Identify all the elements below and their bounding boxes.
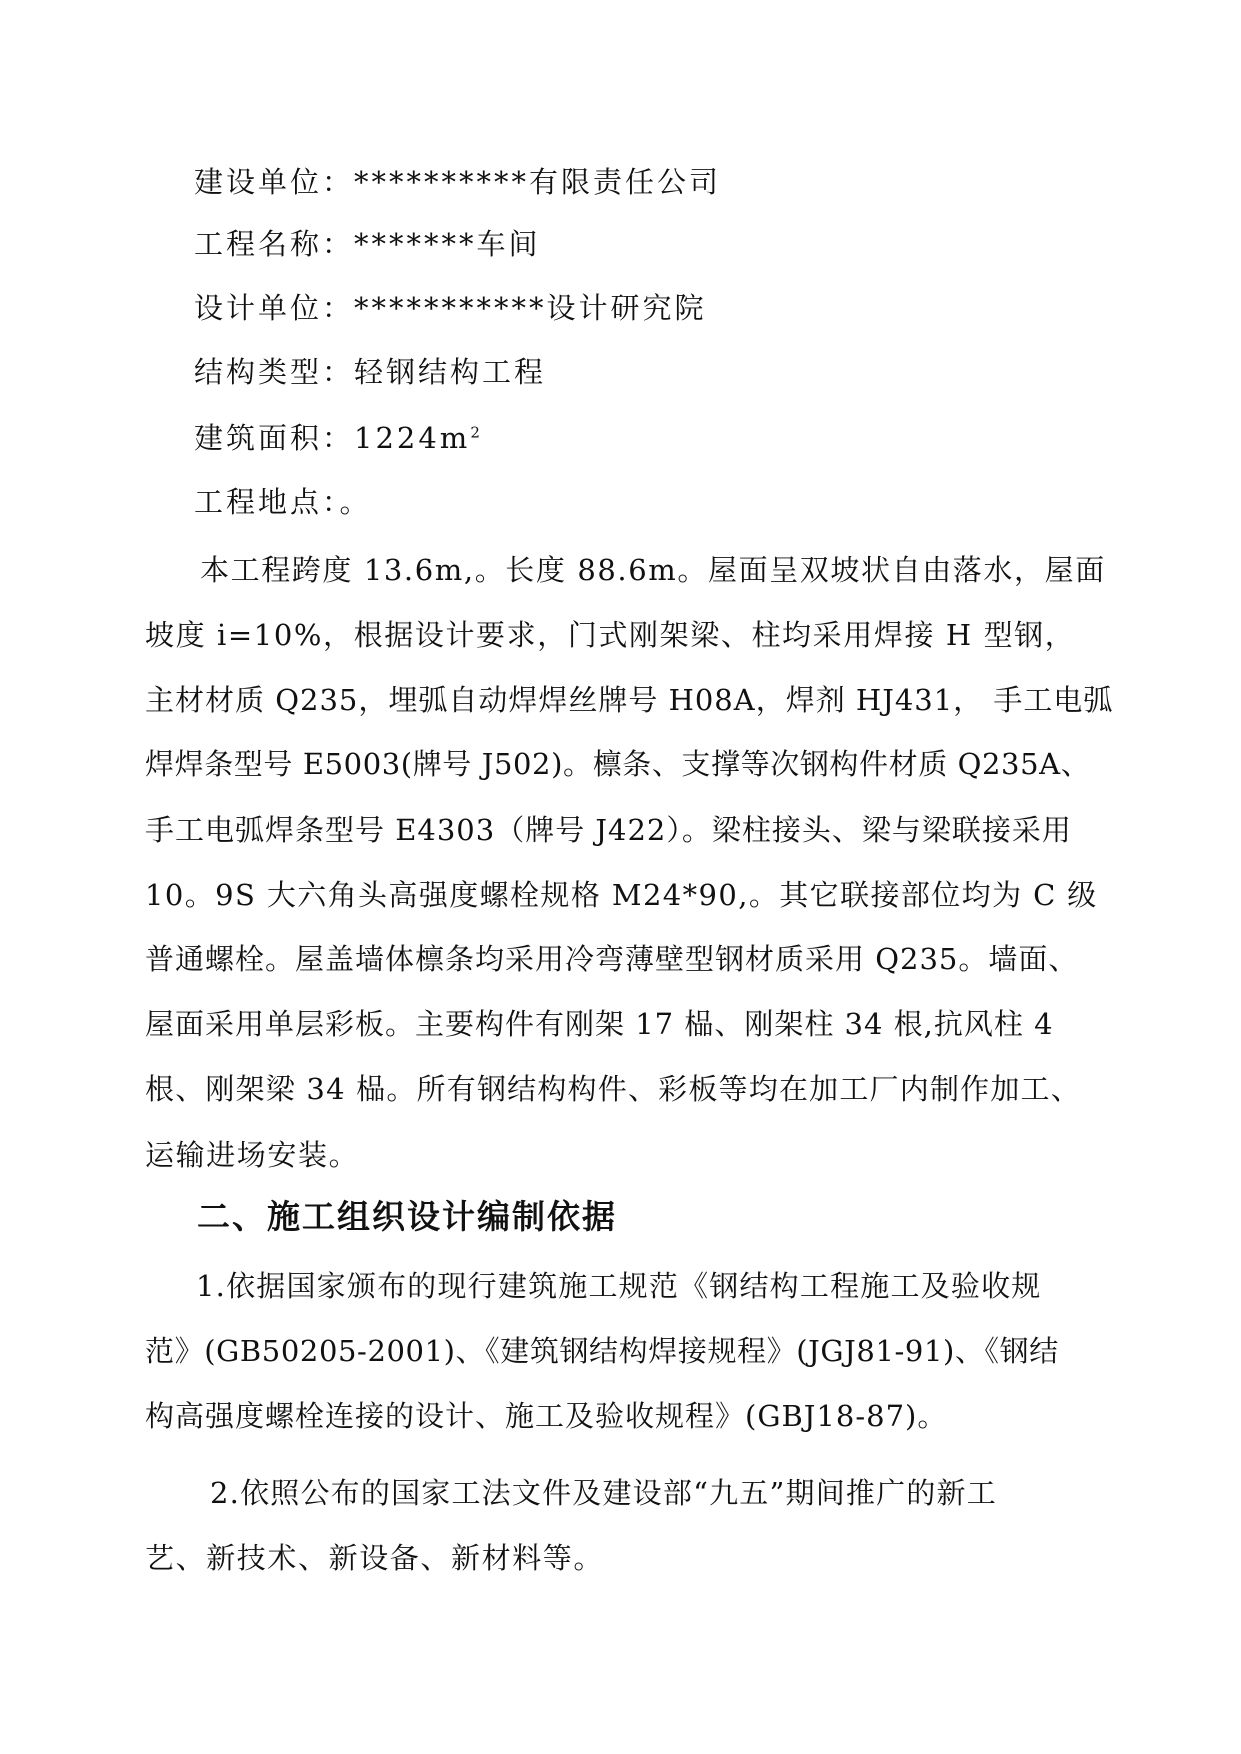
- info-area-superscript: 2: [470, 423, 483, 442]
- overview-line: 手工电弧焊条型号 E4303（牌号 J422）。梁柱接头、梁与梁联接采用: [145, 813, 1072, 847]
- basis-item-1-line: 1.依据国家颁布的现行建筑施工规范《钢结构工程施工及验收规: [196, 1269, 1042, 1303]
- overview-line: 普通螺栓。屋盖墙体檩条均采用冷弯薄壁型钢材质采用 Q235。墙面、: [145, 942, 1079, 976]
- basis-item-2-line: 艺、新技术、新设备、新材料等。: [145, 1541, 605, 1575]
- overview-line: 本工程跨度 13.6m,。长度 88.6m。屋面呈双坡状自由落水，屋面: [200, 553, 1106, 587]
- basis-item-1-line: 构高强度螺栓连接的设计、施工及验收规程》(GBJ18-87)。: [145, 1399, 948, 1433]
- info-area: [194, 420, 483, 456]
- info-builder: 建设单位：**********有限责任公司: [194, 165, 722, 199]
- overview-line: 焊焊条型号 E5003(牌号 J502)。檩条、支撑等次钢构件材质 Q235A、: [145, 747, 1091, 781]
- info-structure-type: 结构类型：轻钢结构工程: [194, 355, 547, 389]
- basis-item-2-line: 2.依照公布的国家工法文件及建设部“九五”期间推广的新工: [210, 1476, 997, 1510]
- section-heading: 二、施工组织设计编制依据: [197, 1197, 617, 1236]
- overview-line: 10。9S 大六角头高强度螺栓规格 M24*90,。其它联接部位均为 C 级: [145, 878, 1098, 912]
- basis-item-1-line: 范》(GB50205-2001)、《建筑钢结构焊接规程》(JGJ81-91)、《钢结: [145, 1334, 1059, 1368]
- overview-line: 根、刚架梁 34 榀。所有钢结构构件、彩板等均在加工厂内制作加工、: [145, 1072, 1081, 1106]
- overview-line: 主材材质 Q235，埋弧自动焊焊丝牌号 H08A，焊剂 HJ431， 手工电弧: [145, 683, 1114, 717]
- info-designer: 设计单位：***********设计研究院: [194, 291, 707, 325]
- info-location: 工程地点：。: [194, 485, 372, 519]
- overview-line: 坡度 i=10%，根据设计要求，门式刚架梁、柱均采用焊接 H 型钢，: [145, 618, 1076, 652]
- overview-line: 屋面采用单层彩板。主要构件有刚架 17 榀、刚架柱 34 根,抗风柱 4: [145, 1007, 1054, 1041]
- overview-line: 运输进场安装。: [145, 1138, 360, 1172]
- info-project-name: 工程名称：*******车间: [194, 227, 541, 261]
- info-area-text: 建筑面积：1224m: [194, 421, 471, 455]
